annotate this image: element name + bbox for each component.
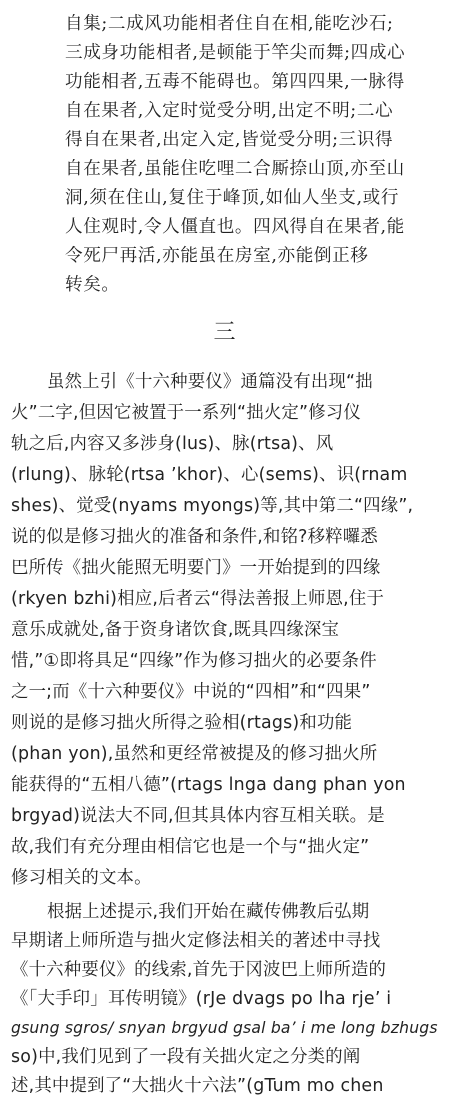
- paragraph-line: 修习相关的文本。: [11, 868, 152, 888]
- quote-line: 功能相者,五毒不能碍也。第四四果,一脉得: [65, 72, 405, 92]
- paragraph-line: 惜,”①即将具足“四缘”作为修习拙火的必要条件: [11, 651, 377, 671]
- paragraph-line: (phan yon),虽然和更经常被提及的修习拙火所: [11, 744, 378, 764]
- paragraph-line: (rlung)、脉轮(rtsa ’khor)、心(sems)、识(rnam: [11, 465, 408, 485]
- paragraph-line: so)中,我们见到了一段有关拙火定之分类的阐: [11, 1047, 361, 1067]
- quote-line: 转矣。: [65, 275, 120, 295]
- quote-line: 令死尸再活,亦能虽在房室,亦能倒正移: [65, 246, 369, 266]
- paragraph-line: 故,我们有充分理由相信它也是一个与“拙火定”: [11, 837, 370, 857]
- paragraph-line: 述,其中提到了“大拙火十六法”(gTum mo chen: [11, 1076, 384, 1096]
- paragraph-line: brgyad)说法大不同,但其具体内容互相关联。是: [11, 806, 385, 826]
- paragraph-line: shes)、觉受(nyams myongs)等,其中第二“四缘”,: [11, 496, 414, 516]
- paragraph-line: 轨之后,内容又多涉身(lus)、脉(rtsa)、风: [11, 434, 334, 454]
- quote-line: 三成身功能相者,是顿能于竿尖而舞;四成心: [65, 43, 406, 63]
- paragraph-line: 之一;而《十六种要仪》中说的“四相”和“四果”: [11, 682, 371, 702]
- paragraph-line: (rkyen bzhi)相应,后者云“得法善报上师恩,住于: [11, 589, 385, 609]
- paragraph-line: 意乐成就处,备于资身诸饮食,既具四缘深宝: [11, 620, 340, 640]
- quote-line: 自在果者,虽能住吃哩二合厮捺山顶,亦至山: [65, 159, 405, 179]
- paragraph-line: 火”二字,但因它被置于一系列“拙火定”修习仪: [11, 403, 361, 423]
- paragraph-line: 早期诸上师所造与拙火定修法相关的著述中寻找: [11, 931, 381, 951]
- paragraph-line: 《十六种要仪》的线索,首先于冈波巴上师所造的: [11, 960, 387, 980]
- section-number: 三: [213, 320, 236, 345]
- quote-line: 人住观时,令人僵直也。四风得自在果者,能: [65, 217, 405, 237]
- quote-line: 自集;二成风功能相者住自在相,能吃沙石;: [65, 14, 394, 34]
- paragraph-line: gsung sgros/ snyan brgyud gsal ba’ i me long bzhugs: [11, 1019, 438, 1037]
- paragraph-line: 巴所传《拙火能照无明要门》一开始提到的四缘: [11, 558, 381, 578]
- paragraph-line: 虽然上引《十六种要仪》通篇没有出现“拙: [47, 372, 373, 392]
- paragraph-line: 能获得的“五相八德”(rtags lnga dang phan yon: [11, 775, 406, 795]
- paragraph-line: 则说的是修习拙火所得之验相(rtags)和功能: [11, 713, 353, 733]
- quote-line: 自在果者,入定时觉受分明,出定不明;二心: [65, 101, 394, 121]
- paragraph-line: 《「大手印」耳传明镜》(rJe dvags po lha rje’ i: [11, 989, 392, 1009]
- paragraph-line: 说的似是修习拙火的准备和条件,和铭?移粹囉悉: [11, 527, 378, 547]
- quote-line: 得自在果者,出定入定,皆觉受分明;三识得: [65, 130, 394, 150]
- quote-line: 洞,须在住山,复住于峰顶,如仙人坐支,或行: [65, 188, 400, 208]
- paragraph-line: 根据上述提示,我们开始在藏传佛教后弘期: [47, 902, 370, 922]
